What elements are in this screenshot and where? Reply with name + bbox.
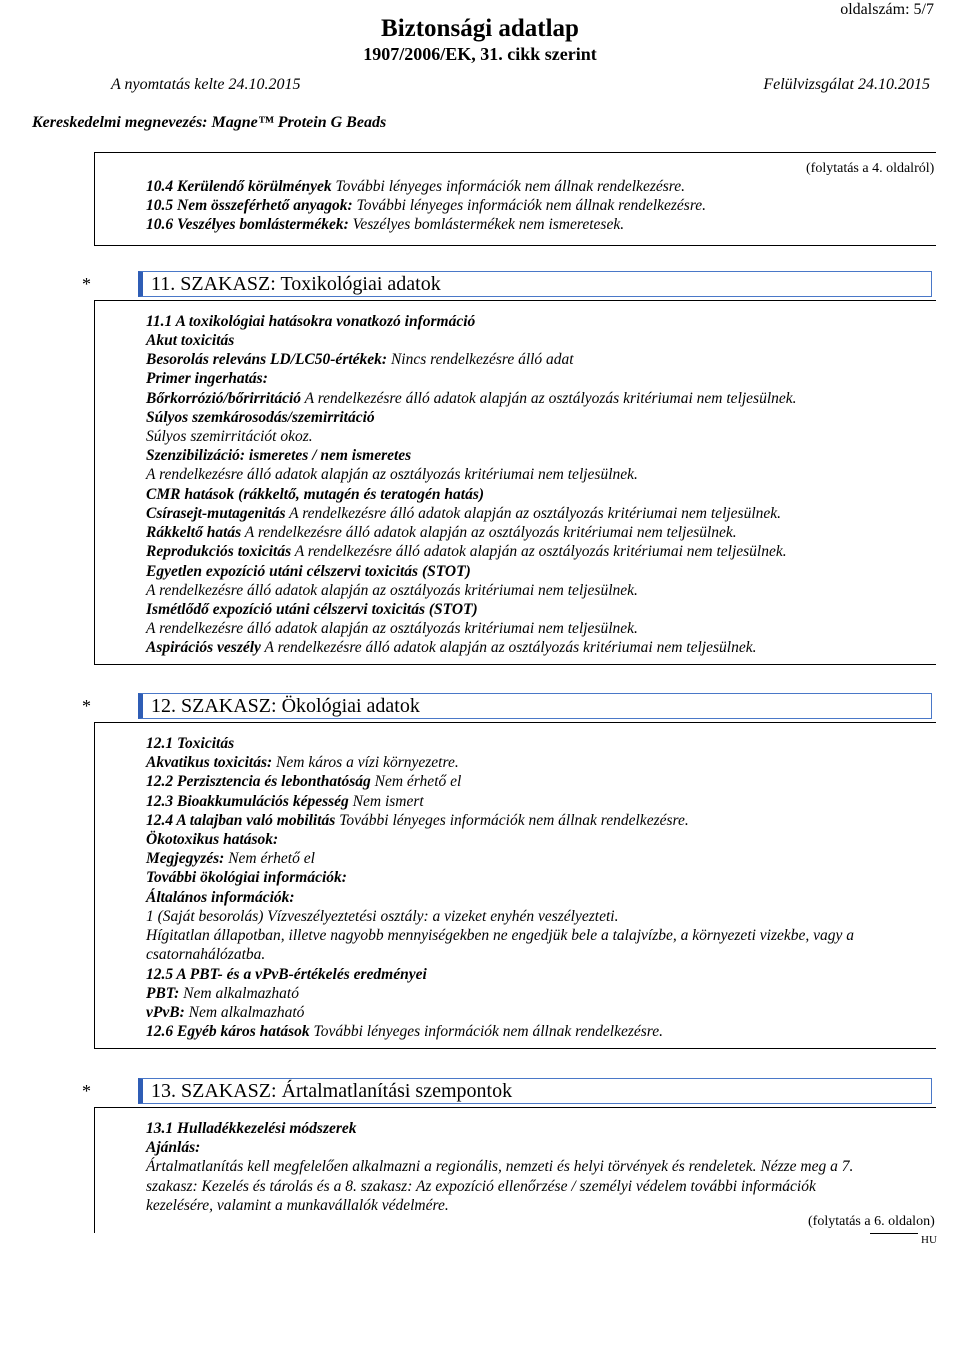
- change-marker: *: [82, 274, 91, 294]
- sec12-line-15: vPvB: Nem alkalmazható: [146, 1004, 305, 1021]
- change-marker: *: [82, 1081, 91, 1101]
- sec10-line-1: 10.4 Kerülendő körülmények További lényeges információk nem állnak rendelkezésre.: [146, 178, 685, 195]
- sec13-left-rule: [94, 1107, 95, 1233]
- sec11-line-13: Reprodukciós toxicitás A rendelkezésre álló adatok alapján az osztályozás kritériumai nem teljesülnek.: [146, 543, 787, 560]
- box-top-rule: [94, 152, 936, 153]
- sec12-line-11: Hígitatlan állapotban, illetve nagyobb mennyiségekben ne engedjük bele a talajvízbe, a környezeti vizekbe, vagy a: [146, 927, 855, 944]
- section-11-header: [138, 271, 932, 297]
- sec11-bottom-rule: [94, 664, 936, 665]
- sec11-line-16: Ismétlődő expozíció utáni célszervi toxicitás (STOT): [146, 601, 478, 618]
- sec11-line-17: A rendelkezésre álló adatok alapján az osztályozás kritériumai nem teljesülnek.: [146, 620, 638, 637]
- sec11-left-rule: [94, 300, 95, 664]
- sec11-line-15: A rendelkezésre álló adatok alapján az osztályozás kritériumai nem teljesülnek.: [146, 582, 638, 599]
- sec12-line-16: 12.6 Egyéb káros hatások További lényeges információk nem állnak rendelkezésre.: [146, 1023, 664, 1040]
- language-code: HU: [921, 1234, 937, 1246]
- section-11-title: 11. SZAKASZ: Toxikológiai adatok: [151, 273, 441, 295]
- sec12-line-5: 12.4 A talajban való mobilitás További lényeges információk nem állnak rendelkezésre.: [146, 812, 689, 829]
- revision-date: Felülvizsgálat 24.10.2015: [763, 76, 930, 93]
- footer-rule: [870, 1233, 918, 1234]
- sec11-line-6: Súlyos szemkárosodás/szemirritáció: [146, 409, 375, 426]
- sec13-line-3: Ártalmatlanítás kell megfelelően alkalmazni a regionális, nemzeti és helyi törvények és rendeletek. Nézze meg a 7.: [146, 1158, 854, 1175]
- continued-to: (folytatás a 6. oldalon): [808, 1214, 935, 1229]
- sec10-line-2: 10.5 Nem összeférhető anyagok: További lényeges információk nem állnak rendelkezésre.: [146, 197, 707, 214]
- section-12-header: [138, 693, 932, 719]
- sec11-line-10: CMR hatások (rákkeltő, mutagén és teratogén hatás): [146, 486, 485, 503]
- sec13-top-rule: [94, 1107, 936, 1108]
- sec11-line-4: Primer ingerhatás:: [146, 370, 268, 387]
- page-number: oldalszám: 5/7: [840, 1, 934, 18]
- sec12-line-6: Ökotoxikus hatások:: [146, 831, 279, 848]
- sec12-bottom-rule: [94, 1048, 936, 1049]
- sec11-line-5: Bőrkorrózió/bőrirritáció A rendelkezésre álló adatok alapján az osztályozás kritériumai nem teljesülnek.: [146, 390, 797, 407]
- document-title: Biztonsági adatlap: [381, 15, 579, 42]
- sec12-line-13: 12.5 A PBT- és a vPvB-értékelés eredményei: [146, 966, 427, 983]
- sec12-line-12: csatornahálózatba.: [146, 946, 266, 963]
- sec13-line-1: 13.1 Hulladékkezelési módszerek: [146, 1120, 357, 1137]
- sec11-line-2: Akut toxicitás: [146, 332, 235, 349]
- product-name: Kereskedelmi megnevezés: Magne™ Protein G Beads: [32, 114, 387, 131]
- section-13-header: [138, 1078, 932, 1104]
- sec11-line-3: Besorolás releváns LD/LC50-értékek: Nincs rendelkezésre álló adat: [146, 351, 574, 368]
- sec12-line-4: 12.3 Bioakkumulációs képesség Nem ismert: [146, 793, 424, 810]
- sec11-line-12: Rákkeltő hatás A rendelkezésre álló adatok alapján az osztályozás kritériumai nem teljesülnek.: [146, 524, 737, 541]
- sec12-line-8: További ökológiai információk:: [146, 869, 347, 886]
- sec12-left-rule: [94, 722, 95, 1048]
- sec12-line-7: Megjegyzés: Nem érhető el: [146, 850, 315, 867]
- box-left-rule: [94, 152, 95, 245]
- print-date: A nyomtatás kelte 24.10.2015: [111, 76, 301, 93]
- document-subtitle: 1907/2006/EK, 31. cikk szerint: [363, 44, 597, 64]
- section-13-title: 13. SZAKASZ: Ártalmatlanítási szempontok: [151, 1080, 513, 1102]
- sec12-line-9: Általános információk:: [146, 889, 295, 906]
- sec13-line-5: kezelésére, valamint a munkavállalók védelmére.: [146, 1197, 449, 1214]
- change-marker: *: [82, 696, 91, 716]
- sec11-line-14: Egyetlen expozíció utáni célszervi toxicitás (STOT): [146, 563, 471, 580]
- sec12-line-14: PBT: Nem alkalmazható: [146, 985, 299, 1002]
- section-12-title: 12. SZAKASZ: Ökológiai adatok: [151, 695, 420, 717]
- sec12-line-10: 1 (Saját besorolás) Vízveszélyeztetési osztály: a vizeket enyhén veszélyezteti.: [146, 908, 619, 925]
- sec12-line-3: 12.2 Perzisztencia és lebonthatóság Nem érhető el: [146, 773, 462, 790]
- continued-from: (folytatás a 4. oldalról): [806, 161, 935, 176]
- sec11-top-rule: [94, 300, 936, 301]
- sec11-line-8: Szenzibilizáció: ismeretes / nem ismeretes: [146, 447, 412, 464]
- sec11-line-1: 11.1 A toxikológiai hatásokra vonatkozó információ: [146, 313, 476, 330]
- sec10-line-3: 10.6 Veszélyes bomlástermékek: Veszélyes bomlástermékek nem ismeretesek.: [146, 216, 625, 233]
- sec11-line-9: A rendelkezésre álló adatok alapján az osztályozás kritériumai nem teljesülnek.: [146, 466, 638, 483]
- sec11-line-7: Súlyos szemirritációt okoz.: [146, 428, 313, 445]
- sec11-line-18: Aspirációs veszély A rendelkezésre álló adatok alapján az osztályozás kritériumai nem teljesülnek.: [146, 639, 757, 656]
- sec12-line-1: 12.1 Toxicitás: [146, 735, 235, 752]
- box-bottom-rule: [94, 245, 936, 246]
- sec13-line-2: Ajánlás:: [146, 1139, 201, 1156]
- sec12-top-rule: [94, 722, 936, 723]
- sec11-line-11: Csírasejt-mutagenitás A rendelkezésre álló adatok alapján az osztályozás kritériumai nem teljesülnek.: [146, 505, 782, 522]
- sec13-line-4: szakasz: Kezelés és tárolás és a 8. szakasz: Az expozíció ellenőrzése / személyi védelem további információk: [146, 1178, 816, 1195]
- sec12-line-2: Akvatikus toxicitás: Nem káros a vízi környezetre.: [146, 754, 459, 771]
